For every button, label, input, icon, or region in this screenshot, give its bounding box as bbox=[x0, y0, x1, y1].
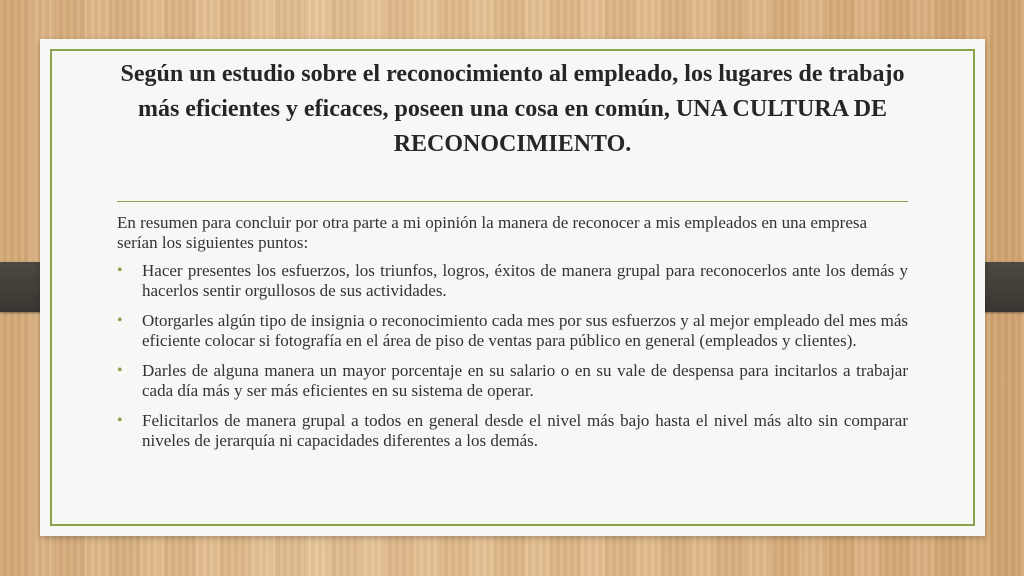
bullet-text: Otorgarles algún tipo de insignia o reconocimiento cada mes por sus esfuerzos y al mejor empleado del mes más eficiente colocar si fotografía en el área de piso de ventas para público en general (empleados y clientes). bbox=[142, 311, 908, 350]
intro-paragraph: En resumen para concluir por otra parte a mi opinión la manera de reconocer a mis empleados en una empresa serían los siguientes puntos: bbox=[117, 213, 868, 252]
slide-title: Según un estudio sobre el reconocimiento al empleado, los lugares de trabajo más eficientes y eficaces, poseen una cosa en común, UNA CULTURA DE RECONOCIMIENTO. bbox=[120, 61, 905, 157]
bullet-item bbox=[117, 261, 908, 301]
bullet-list bbox=[117, 261, 908, 451]
slide-body bbox=[117, 213, 908, 461]
title-divider bbox=[117, 201, 908, 202]
bullet-item bbox=[117, 311, 908, 351]
bullet-text: Hacer presentes los esfuerzos, los triunfos, logros, éxitos de manera grupal para reconocerlos ante los demás y hacerlos sentir orgullosos de sus actividades. bbox=[142, 261, 908, 300]
bullet-item bbox=[117, 361, 908, 401]
slide-paper bbox=[40, 39, 985, 536]
bullet-text: Darles de alguna manera un mayor porcentaje en su salario o en su vale de despensa para incitarlos a trabajar cada día más y ser más eficientes en su sistema de operar. bbox=[142, 361, 908, 400]
bullet-dot-icon: • bbox=[117, 262, 123, 279]
bullet-item bbox=[117, 411, 908, 451]
bullet-text: Felicitarlos de manera grupal a todos en general desde el nivel más bajo hasta el nivel más alto sin comparar niveles de jerarquía ni capacidades diferentes a los demás. bbox=[142, 411, 908, 450]
bullet-dot-icon: • bbox=[117, 312, 123, 329]
bullet-dot-icon: • bbox=[117, 362, 123, 379]
bullet-dot-icon: • bbox=[117, 412, 123, 429]
